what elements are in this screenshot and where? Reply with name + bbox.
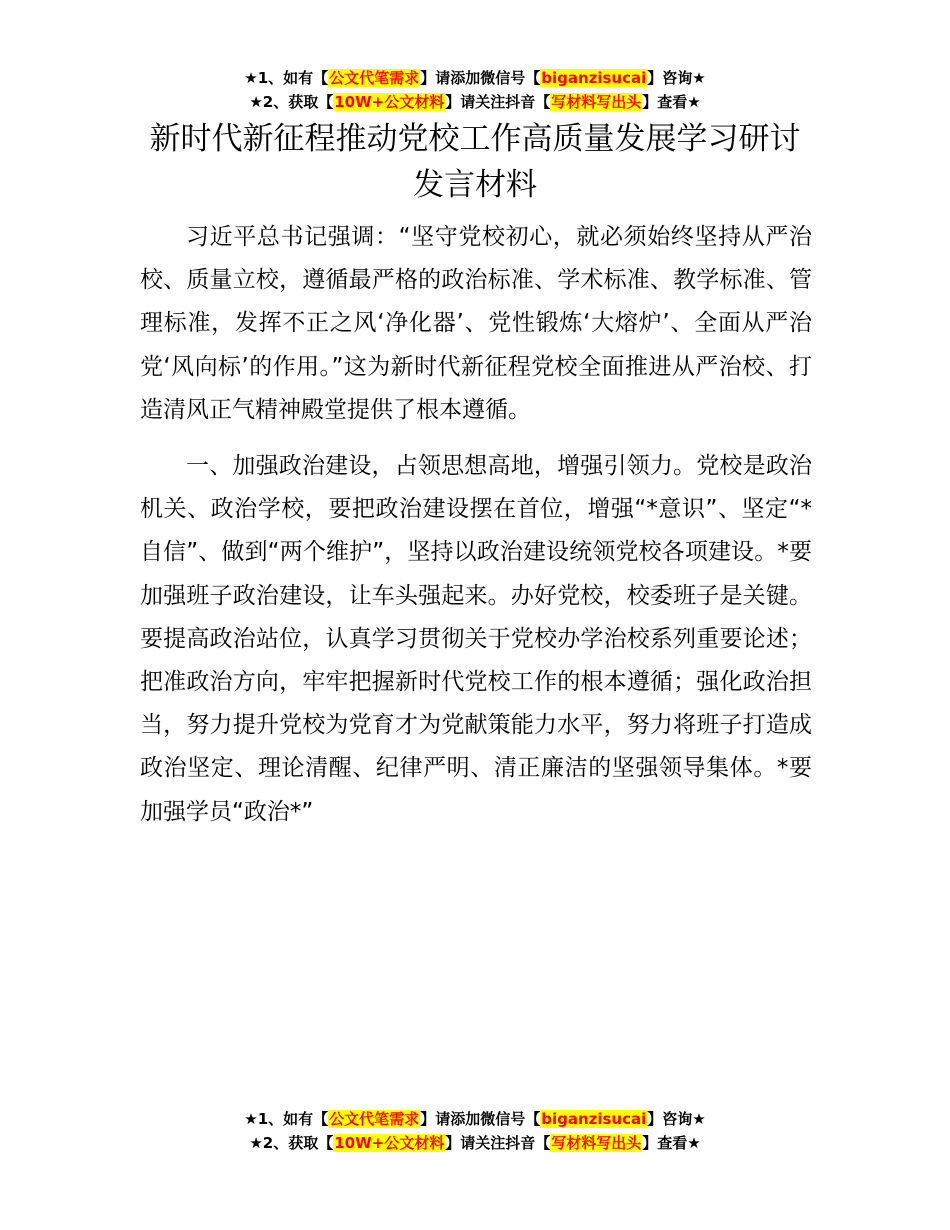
banner-line-1 <box>0 66 950 90</box>
banner-text: 】请添加微信号【 <box>420 69 541 87</box>
paragraph: 一、加强政治建设，占领思想高地，增强引领力。党校是政治机关、政治学校，要把政治建设摆在首位，增强“*意识”、坚定“*自信”、做到“两个维护”，坚持以政治建设统领党校各项建设。*要加强班子政治建设，让车头强起来。办好党校，校委班子是关键。要提高政治站位，认真学习贯彻关于党校办学治校系列重要论述；把准政治方向，牢牢把握新时代党校工作的根本遵循；强化政治担当，努力提升党校为党育才为党献策能力水平，努力将班子打造成政治坚定、理论清醒、纪律严明、清正廉洁的坚强领导集体。*要加强学员“政治*” <box>140 453 812 825</box>
banner-text: 】请关注抖音【 <box>445 93 551 111</box>
document-title: 新时代新征程推动党校工作高质量发展学习研讨发言材料 <box>149 121 801 203</box>
banner-highlight: biganzisucai <box>541 69 647 87</box>
header-banner <box>0 66 950 114</box>
banner-text: 】请添加微信号【 <box>420 1110 541 1128</box>
banner-text: 】查看★ <box>642 1134 701 1152</box>
banner-text: 】请关注抖音【 <box>445 1134 551 1152</box>
document-body <box>140 216 812 847</box>
banner-text: 】咨询★ <box>647 1110 706 1128</box>
banner-text: ★1、如有【 <box>244 1110 329 1128</box>
banner-text: 】查看★ <box>642 93 701 111</box>
banner-line-2 <box>0 90 950 114</box>
banner-text: ★1、如有【 <box>244 69 329 87</box>
banner-highlight: 写材料写出头 <box>551 93 642 111</box>
banner-highlight: biganzisucai <box>541 1110 647 1128</box>
banner-line-2 <box>0 1131 950 1155</box>
banner-highlight: 10W+公文材料 <box>334 93 445 111</box>
banner-highlight: 公文代笔需求 <box>329 1110 420 1128</box>
banner-highlight: 写材料写出头 <box>551 1134 642 1152</box>
banner-highlight: 10W+公文材料 <box>334 1134 445 1152</box>
paragraph: 习近平总书记强调：“坚守党校初心，就必须始终坚持从严治校、质量立校，遵循最严格的政治标准、学术标准、教学标准、管理标准，发挥不正之风‘净化器’、党性锻炼‘大熔炉’、全面从严治党‘风向标’的作用。”这为新时代新征程党校全面推进从严治校、打造清风正气精神殿堂提供了根本遵循。 <box>140 224 812 423</box>
banner-highlight: 公文代笔需求 <box>329 69 420 87</box>
banner-text: ★2、获取【 <box>249 1134 334 1152</box>
banner-text: ★2、获取【 <box>249 93 334 111</box>
footer-banner <box>0 1107 950 1155</box>
banner-line-1 <box>0 1107 950 1131</box>
banner-text: 】咨询★ <box>647 69 706 87</box>
